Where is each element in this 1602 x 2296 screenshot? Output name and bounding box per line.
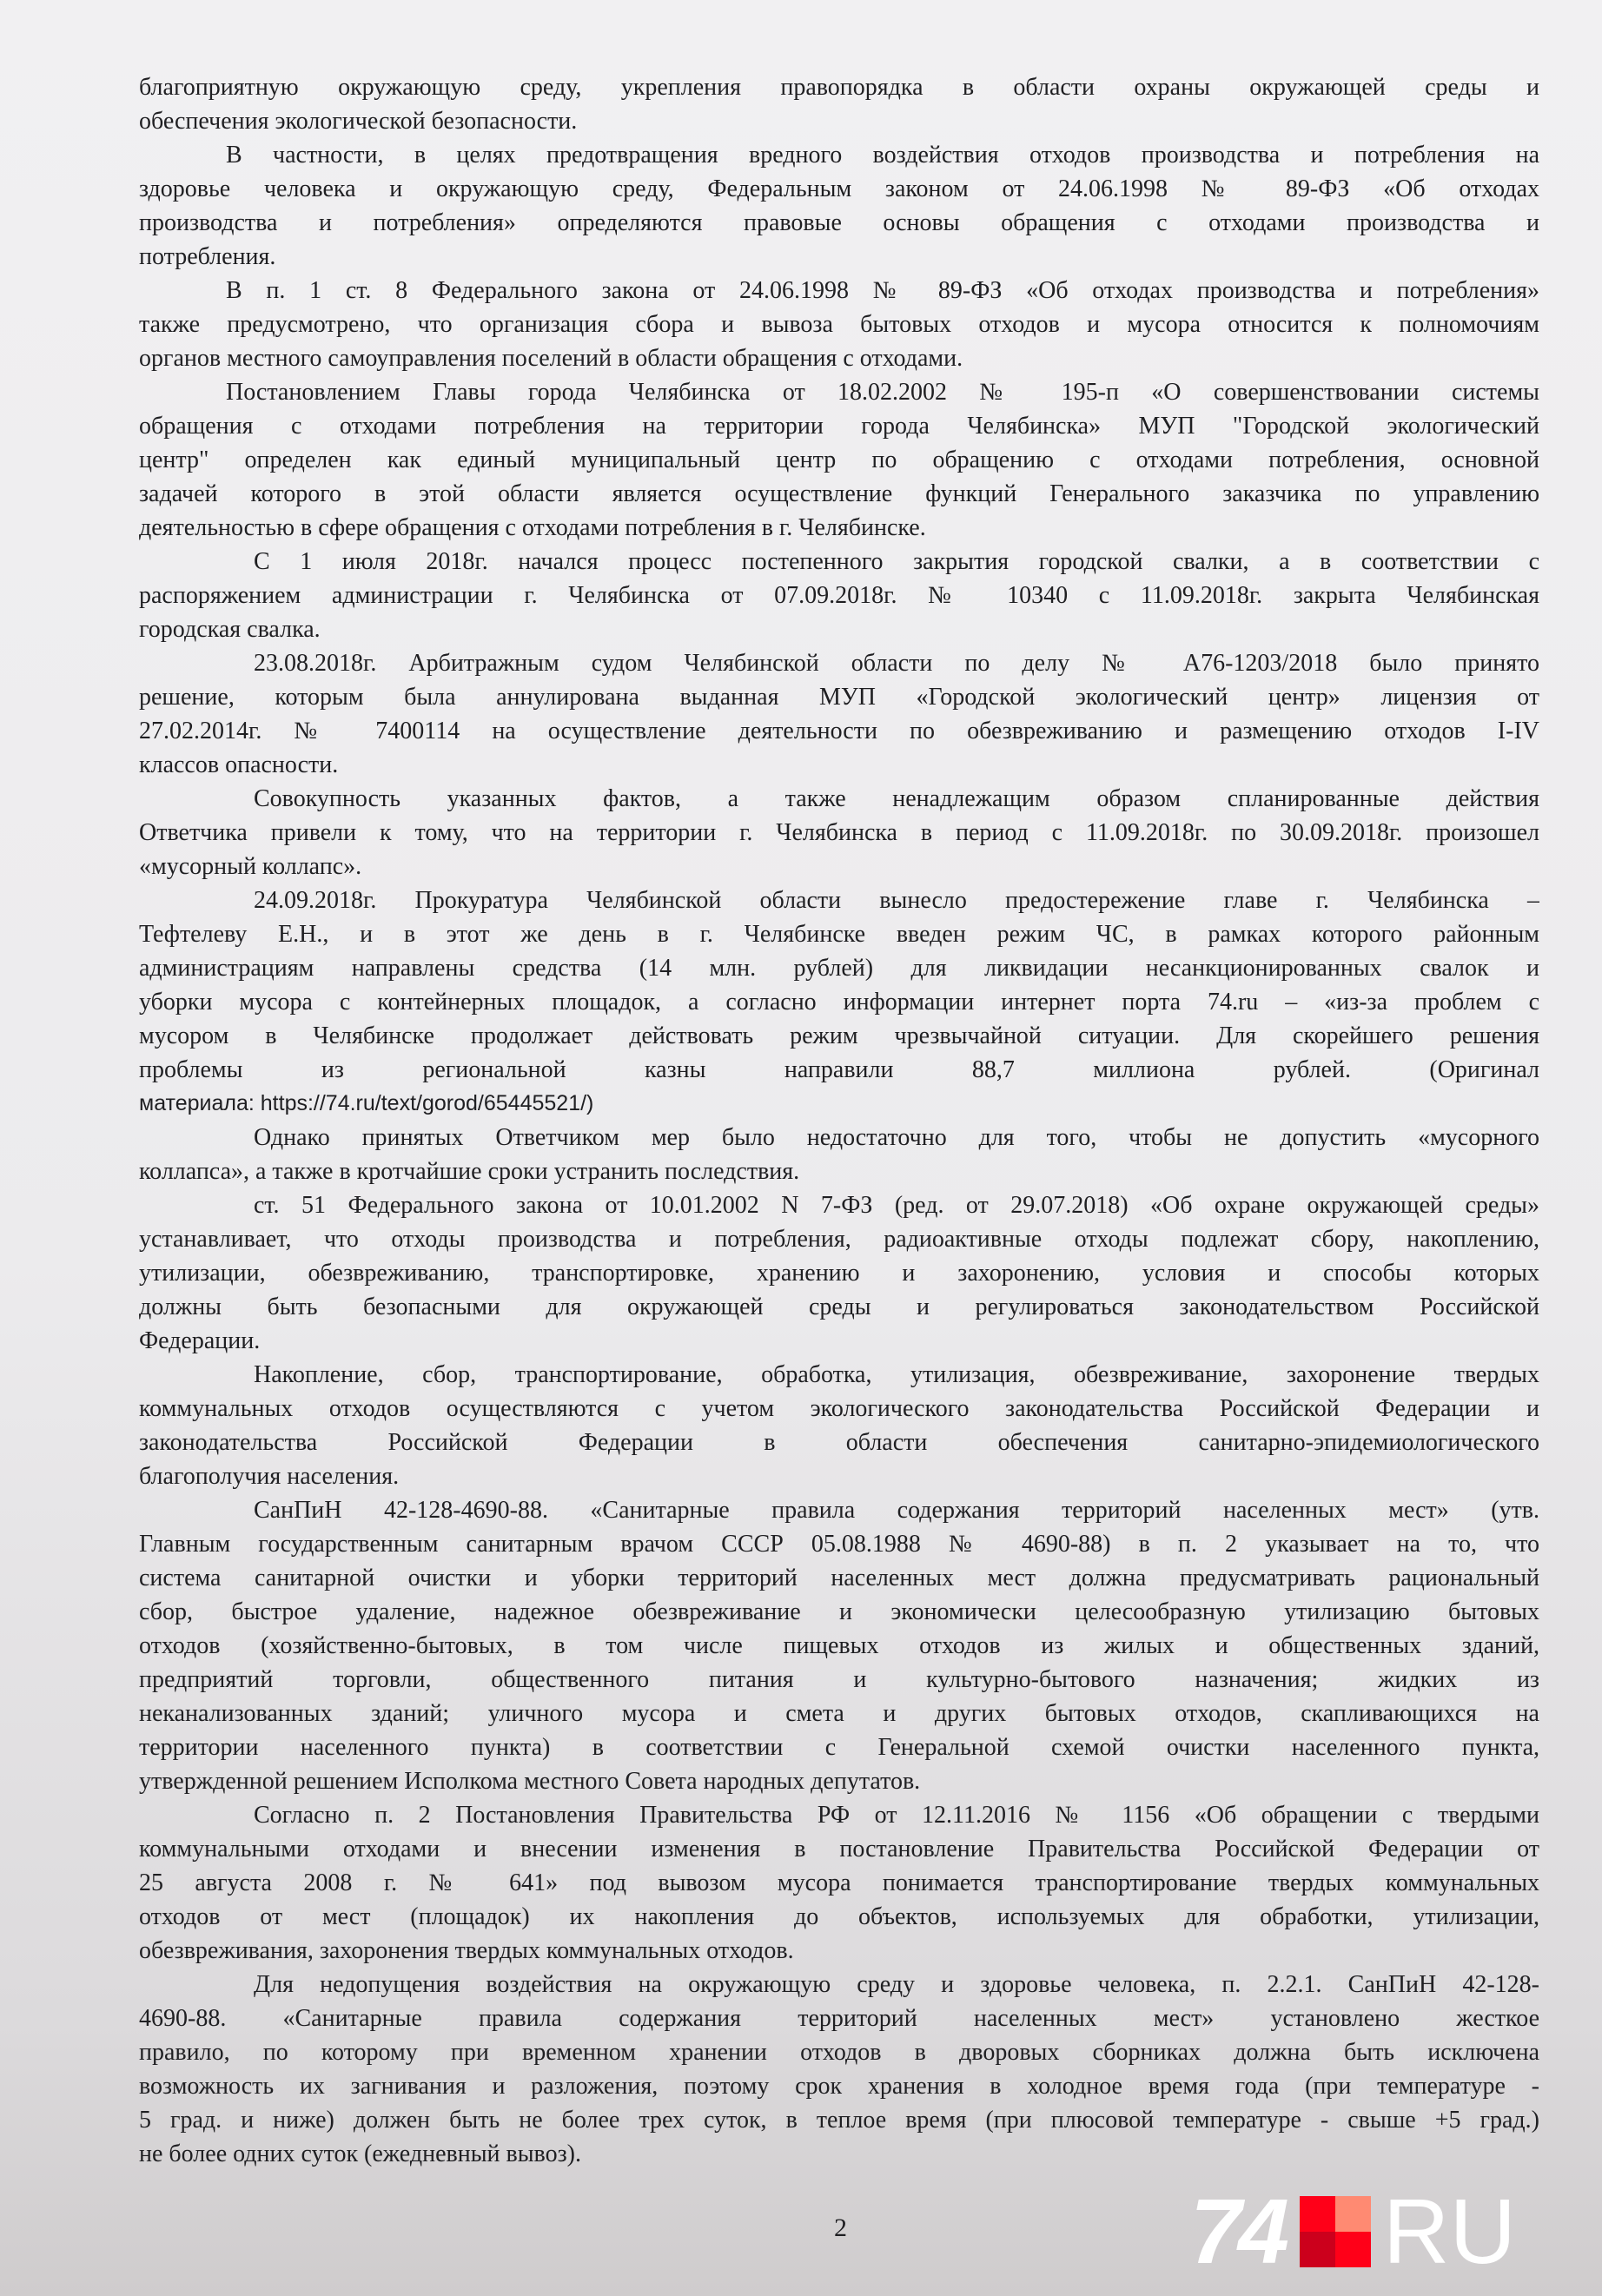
paragraph	[139, 1121, 1539, 1188]
logo-square	[1300, 2232, 1335, 2267]
text-line: законодательства Российской Федерации в области обеспечения санитарно-эпидемиологического	[139, 1429, 1539, 1456]
paragraph	[139, 1188, 1539, 1358]
text-line: 25 августа 2008 г. № 641» под вывозом мусора понимается транспортирование твердых коммунальных	[139, 1869, 1539, 1896]
paragraph	[139, 1358, 1539, 1493]
text-line: потребления.	[139, 243, 276, 270]
text-line: ст. 51 Федерального закона от 10.01.2002 N 7-ФЗ (ред. от 29.07.2018) «Об охране окружающей среды»	[254, 1192, 1539, 1219]
text-line: 4690-88. «Санитарные правила содержания территорий населенных мест» установлено жесткое	[139, 2005, 1539, 2032]
text-line: Накопление, сбор, транспортирование, обработка, утилизация, обезвреживание, захоронение твердых	[254, 1361, 1539, 1388]
text-line: решение, которым была аннулирована выданная МУП «Городской экологический центр» лицензия от	[139, 684, 1539, 711]
logo-suffix: RU	[1382, 2180, 1517, 2283]
text-line: органов местного самоуправления поселений в области обращения с отходами.	[139, 345, 963, 372]
text-line: распоряжением администрации г. Челябинска от 07.09.2018г. № 10340 с 11.09.2018г. закрыта Челябинская	[139, 582, 1539, 609]
text-line: 5 град. и ниже) должен быть не более трех суток, в теплое время (при плюсовой температуре - свыше +5 град.)	[139, 2107, 1539, 2134]
logo-square	[1300, 2196, 1335, 2232]
text-line: материала: https://74.ru/text/gorod/65445521/)	[139, 1091, 594, 1115]
text-line: обеспечения экологической безопасности.	[139, 108, 578, 135]
paragraph	[139, 375, 1539, 545]
text-line: Главным государственным санитарным врачом СССР 05.08.1988 № 4690-88) в п. 2 указывает на то, что	[139, 1531, 1539, 1558]
text-line: утвержденной решением Исполкома местного Совета народных депутатов.	[139, 1768, 921, 1795]
paragraph	[139, 646, 1539, 782]
text-line: В частности, в целях предотвращения вредного воздействия отходов производства и потребления на	[226, 142, 1539, 169]
text-line: Ответчика привели к тому, что на территории г. Челябинска в период с 11.09.2018г. по 30.09.2018г. произошел	[139, 819, 1539, 846]
text-line: 24.09.2018г. Прокуратура Челябинской области вынесло предостережение главе г. Челябинска –	[254, 887, 1539, 914]
text-line: Федерации.	[139, 1327, 261, 1354]
text-line: территории населенного пункта) в соответствии с Генеральной схемой очистки населенного пункта,	[139, 1734, 1539, 1761]
text-line: проблемы из региональной казны направили 88,7 миллиона рублей. (Оригинал	[139, 1056, 1539, 1083]
paragraph	[139, 1493, 1539, 1798]
text-line: Согласно п. 2 Постановления Правительства РФ от 12.11.2016 № 1156 «Об обращении с твердыми	[254, 1802, 1539, 1829]
text-line: также предусмотрено, что организация сбора и вывоза бытовых отходов и мусора относится к полномочиям	[139, 311, 1539, 338]
logo-square	[1335, 2196, 1371, 2232]
paragraph	[139, 883, 1539, 1121]
text-line: коммунальными отходами и внесении изменения в постановление Правительства Российской Федерации от	[139, 1836, 1539, 1863]
text-line: С 1 июля 2018г. начался процесс постепенного закрытия городской свалки, а в соответствии с	[254, 548, 1539, 575]
text-line: центр" определен как единый муниципальный центр по обращению с отходами потребления, основной	[139, 447, 1539, 473]
text-line: коллапса», а также в кротчайшие сроки устранить последствия.	[139, 1158, 800, 1185]
text-line: производства и потребления» определяются правовые основы обращения с отходами производства и	[139, 209, 1539, 236]
text-line: мусором в Челябинске продолжает действовать режим чрезвычайной ситуации. Для скорейшего решения	[139, 1022, 1539, 1049]
text-line: правило, по которому при временном хранении отходов в дворовых сборниках должна быть исключена	[139, 2039, 1539, 2066]
paragraph	[139, 70, 1539, 138]
text-line: Для недопущения воздействия на окружающую среду и здоровье человека, п. 2.2.1. СанПиН 42-128-	[254, 1971, 1539, 1998]
text-line: сбор, быстрое удаление, надежное обезвреживание и экономически целесообразную утилизацию бытовых	[139, 1598, 1539, 1625]
text-line: классов опасности.	[139, 751, 339, 778]
document-body	[139, 70, 1539, 2171]
text-line: уборки мусора с контейнерных площадок, а согласно информации интернет порта 74.ru – «из-за проблем с	[139, 989, 1539, 1016]
text-line: устанавливает, что отходы производства и потребления, радиоактивные отходы подлежат сбору, накоплению,	[139, 1226, 1539, 1253]
text-line: 27.02.2014г. № 7400114 на осуществление деятельности по обезвреживанию и размещению отходов I-IV	[139, 718, 1539, 744]
text-line: возможность их загнивания и разложения, поэтому срок хранения в холодное время года (при температуре -	[139, 2073, 1539, 2100]
text-line: В п. 1 ст. 8 Федерального закона от 24.06.1998 № 89-ФЗ «Об отходах производства и потребления»	[226, 277, 1539, 304]
paragraph	[139, 1968, 1539, 2171]
text-line: обращения с отходами потребления на территории города Челябинска» МУП "Городской экологический	[139, 413, 1539, 440]
paragraph	[139, 138, 1539, 274]
text-line: Однако принятых Ответчиком мер было недостаточно для того, чтобы не допустить «мусорного	[254, 1124, 1539, 1151]
text-line: городская свалка.	[139, 616, 321, 643]
text-line: администрациям направлены средства (14 млн. рублей) для ликвидации несанкционированных свалок и	[139, 955, 1539, 982]
text-line: благоприятную окружающую среду, укрепления правопорядка в области охраны окружающей среды и	[139, 74, 1539, 101]
text-line: Совокупность указанных фактов, а также ненадлежащим образом спланированные действия	[254, 785, 1539, 812]
text-line: здоровье человека и окружающую среду, Федеральным законом от 24.06.1998 № 89-ФЗ «Об отходах	[139, 175, 1539, 202]
logo-squares-icon	[1300, 2196, 1371, 2267]
paragraph	[139, 274, 1539, 375]
text-line: деятельностью в сфере обращения с отходами потребления в г. Челябинске.	[139, 514, 926, 541]
logo-number: 74	[1190, 2180, 1286, 2283]
paragraph	[139, 545, 1539, 646]
text-line: коммунальных отходов осуществляются с учетом экологического законодательства Российской Федерации и	[139, 1395, 1539, 1422]
text-line: предприятий торговли, общественного питания и культурно-бытового назначения; жидких из	[139, 1666, 1539, 1693]
logo-square	[1335, 2232, 1371, 2267]
text-line: СанПиН 42-128-4690-88. «Санитарные правила содержания территорий населенных мест» (утв.	[254, 1497, 1539, 1524]
text-line: обезвреживания, захоронения твердых коммунальных отходов.	[139, 1937, 794, 1964]
paragraph	[139, 782, 1539, 883]
text-line: Постановлением Главы города Челябинска от 18.02.2002 № 195-п «О совершенствовании системы	[226, 379, 1539, 406]
text-line: «мусорный коллапс».	[139, 853, 362, 880]
text-line: не более одних суток (ежедневный вывоз).	[139, 2141, 581, 2167]
paragraph	[139, 1798, 1539, 1968]
page-number: 2	[834, 2213, 847, 2242]
text-line: отходов (хозяйственно-бытовых, в том числе пищевых отходов из жилых и общественных зданий,	[139, 1632, 1539, 1659]
watermark-logo-74ru	[1190, 2180, 1517, 2283]
text-line: 23.08.2018г. Арбитражным судом Челябинской области по делу № А76-1203/2018 было принято	[254, 650, 1539, 677]
text-line: неканализованных зданий; уличного мусора и смета и других бытовых отходов, скапливающихся на	[139, 1700, 1539, 1727]
text-line: утилизации, обезвреживанию, транспортировке, хранению и захоронению, условия и способы которых	[139, 1260, 1539, 1287]
text-line: должны быть безопасными для окружающей среды и регулироваться законодательством Российской	[139, 1294, 1539, 1320]
text-line: благополучия населения.	[139, 1463, 400, 1490]
text-line: задачей которого в этой области является осуществление функций Генерального заказчика по управлению	[139, 480, 1539, 507]
text-line: Тефтелеву Е.Н., и в этот же день в г. Челябинске введен режим ЧС, в рамках которого районным	[139, 921, 1539, 948]
text-line: система санитарной очистки и уборки территорий населенных мест должна предусматривать рациональный	[139, 1565, 1539, 1591]
text-line: отходов от мест (площадок) их накопления до объектов, используемых для обработки, утилизации,	[139, 1903, 1539, 1930]
